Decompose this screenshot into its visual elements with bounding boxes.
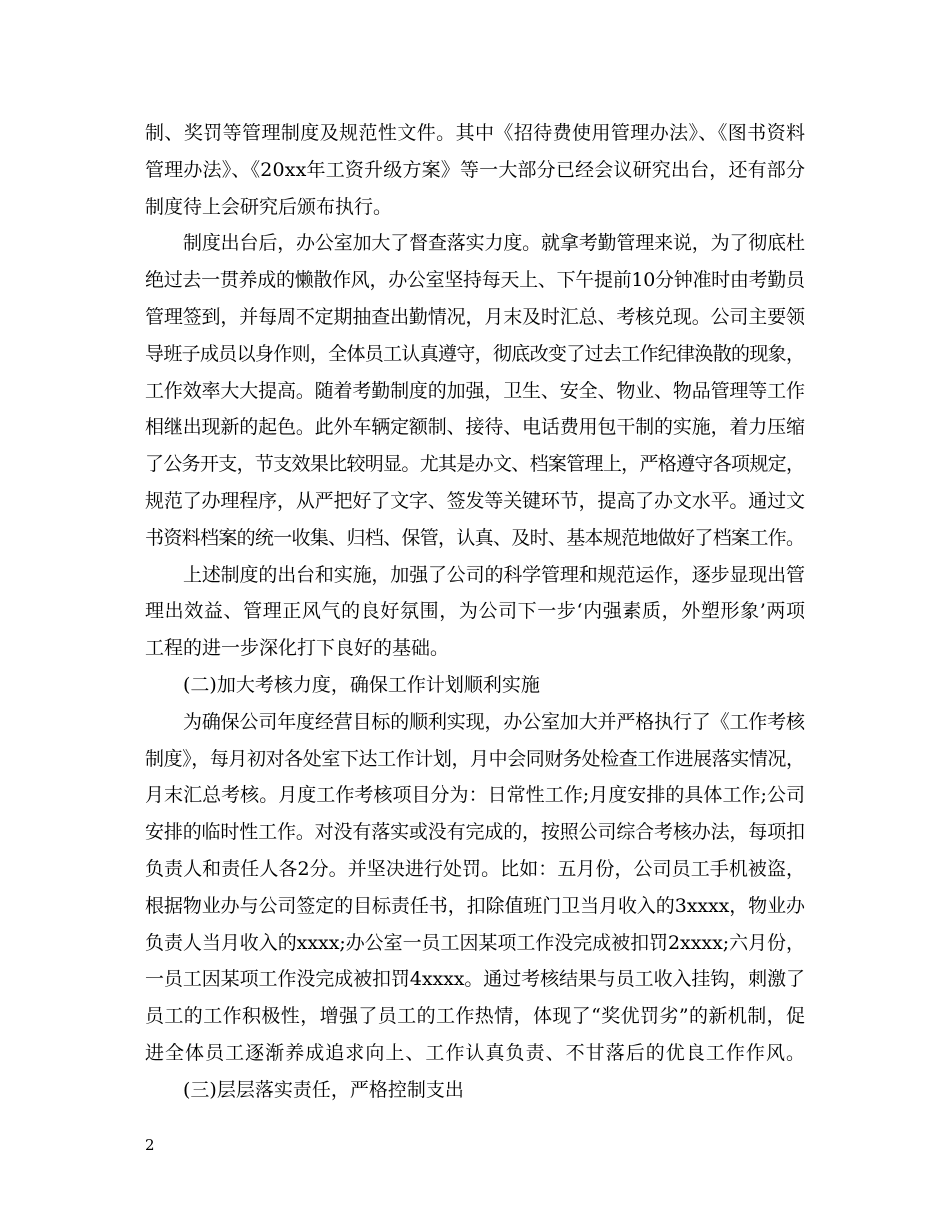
text-line: 安排的临时性工作。对没有落实或没有完成的，按照公司综合考核办法，每项扣 [145, 821, 805, 844]
text-line: 书资料档案的统一收集、归档、保管，认真、及时、基本规范地做好了档案工作。 [145, 526, 805, 549]
body-text [145, 115, 805, 1109]
text-line: 负责人和责任人各2分。并坚决进行处罚。比如：五月份，公司员工手机被盗， [145, 857, 806, 880]
text-line: 进全体员工逐渐养成追求向上、工作认真负责、不甘落后的优良工作作风。 [145, 1041, 807, 1064]
text-line: 导班子成员以身作则，全体员工认真遵守，彻底改变了过去工作纪律涣散的现象， [145, 342, 805, 365]
text-line: 为确保公司年度经营目标的顺利实现，办公室加大并严格执行了《工作考核 [183, 710, 805, 733]
text-line: 了公务开支，节支效果比较明显。尤其是办文、档案管理上，严格遵守各项规定， [145, 453, 805, 476]
text-line: 工程的进一步深化打下良好的基础。 [145, 637, 450, 660]
text-line: (三)层层落实责任，严格控制支出 [183, 1078, 464, 1101]
text-line: 一员工因某项工作没完成被扣罚4xxxx。通过考核结果与员工收入挂钩，刺激了 [145, 968, 805, 991]
text-line: 员工的工作积极性，增强了员工的工作热情，体现了“奖优罚劣”的新机制，促 [145, 1005, 806, 1028]
text-line: 制度待上会研究后颁布执行。 [145, 195, 393, 218]
text-line: 根据物业办与公司签定的目标责任书，扣除值班门卫当月收入的3xxxx，物业办 [145, 894, 805, 917]
text-line: 绝过去一贯养成的懒散作风，办公室坚持每天上、下午提前10分钟准时由考勤员 [145, 269, 805, 292]
text-line: 制、奖罚等管理制度及规范性文件。其中《招待费使用管理办法》、《图书资料 [145, 122, 806, 144]
text-line: 相继出现新的起色。此外车辆定额制、接待、电话费用包干制的实施，着力压缩 [145, 416, 805, 439]
text-line: 制度出台后，办公室加大了督查落实力度。就拿考勤管理来说，为了彻底杜 [183, 232, 805, 255]
text-line: (二)加大考核力度，确保工作计划顺利实施 [183, 673, 540, 696]
text-line: 上述制度的出台和实施，加强了公司的科学管理和规范运作，逐步显现出管 [183, 563, 805, 586]
text-line: 月末汇总考核。月度工作考核项目分为：日常性工作;月度安排的具体工作;公司 [145, 784, 806, 807]
text-line: 规范了办理程序，从严把好了文字、签发等关键环节，提高了办文水平。通过文 [145, 489, 805, 512]
page-number: 2 [145, 1136, 155, 1154]
text-line: 工作效率大大提高。随着考勤制度的加强，卫生、安全、物业、物品管理等工作 [145, 379, 805, 402]
text-line: 制度》，每月初对各处室下达工作计划，月中会同财务处检查工作进展落实情况， [145, 747, 805, 770]
text-line: 负责人当月收入的xxxx;办公室一员工因某项工作没完成被扣罚2xxxx;六月份， [145, 931, 805, 954]
text-line: 管理办法》、《20xx年工资升级方案》等一大部分已经会议研究出台，还有部分 [145, 158, 806, 181]
text-line: 理出效益、管理正风气的良好氛围，为公司下一步‘内强素质，外塑形象’两项 [145, 600, 806, 623]
text-line: 管理签到，并每周不定期抽查出勤情况，月末及时汇总、考核兑现。公司主要领 [145, 305, 805, 328]
